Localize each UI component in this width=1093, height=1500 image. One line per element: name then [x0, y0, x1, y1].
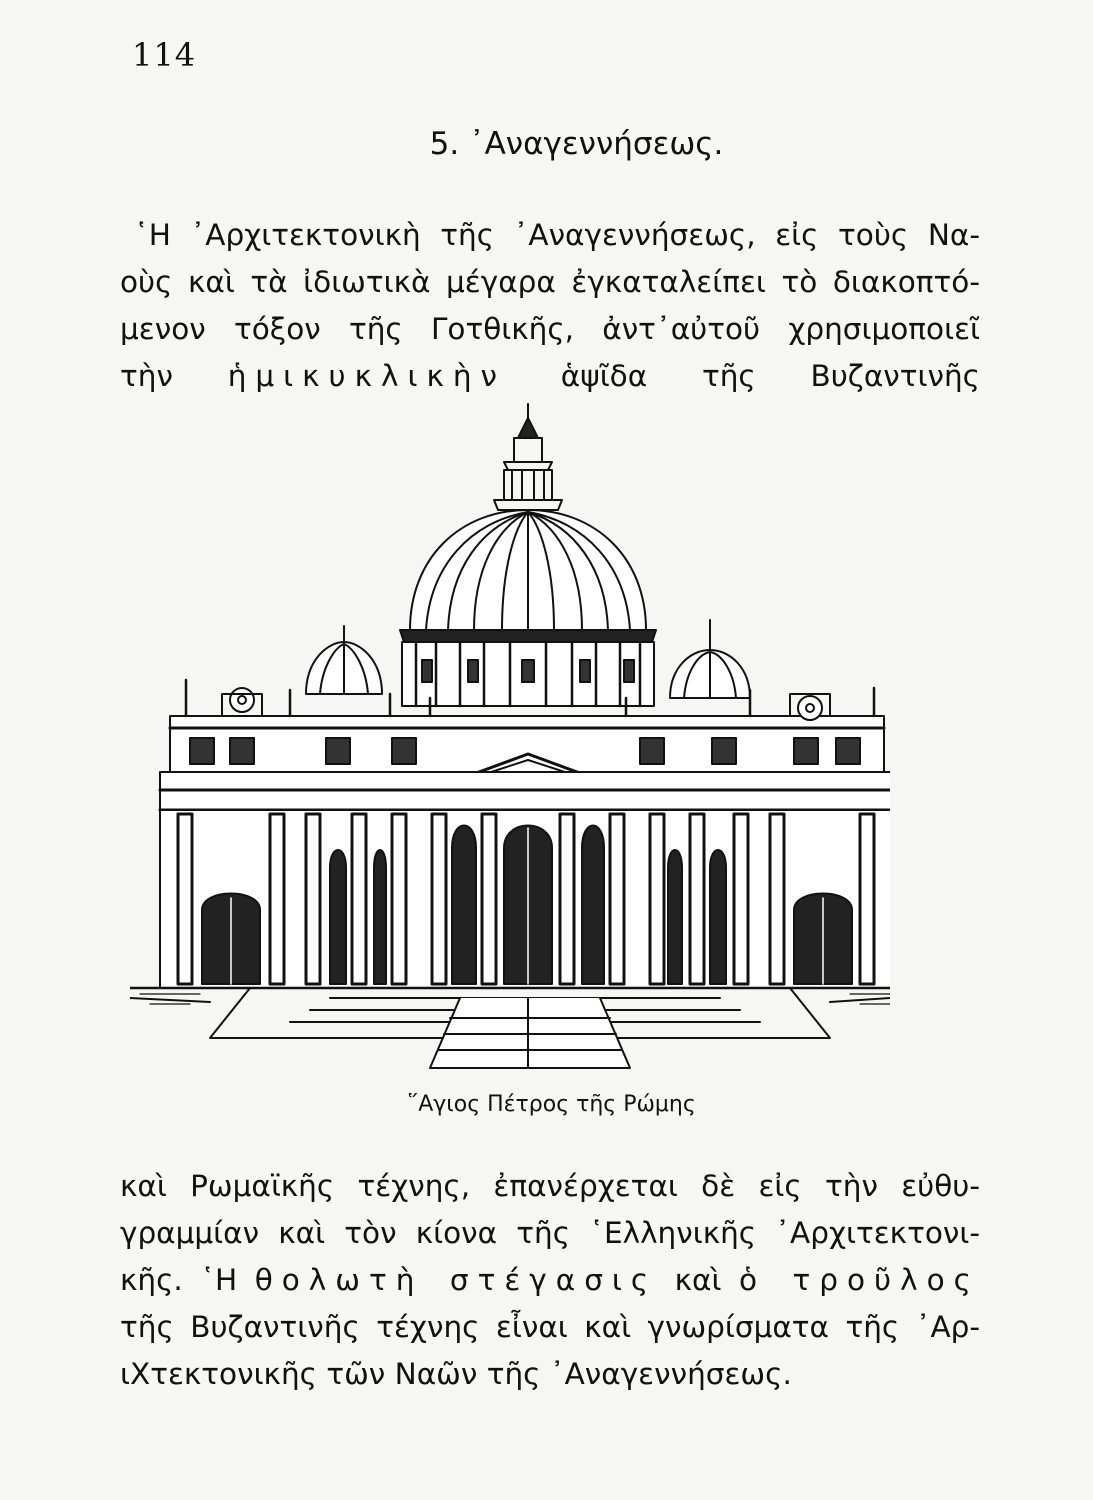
- paragraph-2-line-2: γραμμίαν καὶ τὸν κίονα τῆς ῾Ελληνικῆς ᾿Αρχιτεκτονι-: [120, 1216, 980, 1250]
- paragraph-2-line-3-start: κῆς. ῾Η: [120, 1263, 238, 1297]
- paragraph-2-spaced-phrase-2: ὁ τροῦλος: [738, 1263, 980, 1297]
- paragraph-1-line-4-start: τὴν: [120, 359, 173, 393]
- paragraph-2-line-5: ιΧτεκτονικῆς τῶν Ναῶν τῆς ᾿Αναγεννήσεως.: [120, 1357, 792, 1391]
- paragraph-2-line-3: [120, 1257, 980, 1304]
- paragraph-1-line-4-end: ἁψῖδα τῆς Βυζαντινῆς: [560, 359, 980, 393]
- paragraph-2-line-3-middle: καὶ: [674, 1263, 722, 1297]
- paragraph-1-line-3: μενον τόξον τῆς Γοτθικῆς, ἀντ᾿αὐτοῦ χρησιμοποιεῖ: [120, 312, 980, 346]
- st-peters-basilica-drawing: [130, 398, 890, 1078]
- paragraph-1: [120, 212, 980, 400]
- page-number: 114: [132, 36, 197, 74]
- paragraph-2-line-1: καὶ Ρωμαϊκῆς τέχνης, ἐπανέρχεται δὲ εἰς τὴν εὐθυ-: [120, 1169, 980, 1203]
- paragraph-1-line-2: οὺς καὶ τὰ ἰδιωτικὰ μέγαρα ἐγκαταλείπει τὸ διακοπτό-: [120, 265, 980, 299]
- paragraph-2-line-4: τῆς Βυζαντινῆς τέχνης εἶναι καὶ γνωρίσματα τῆς ᾿Αρ-: [120, 1310, 980, 1344]
- paragraph-2: [120, 1163, 980, 1398]
- illustration-caption: ῞Αγιος Πέτρος τῆς Ρώμης: [407, 1092, 696, 1117]
- paragraph-2-spaced-phrase-1: θολωτὴ στέγασις: [254, 1263, 658, 1297]
- paragraph-1-line-1: ῾Η ᾿Αρχιτεκτονικὴ τῆς ᾿Αναγεννήσεως, εἰς τοὺς Να-: [134, 218, 980, 252]
- paragraph-1-spaced-word: ἡμικυκλικὴν: [227, 359, 507, 393]
- section-title: 5. ᾿Αναγεννήσεως.: [429, 126, 724, 162]
- paragraph-1-line-4: [120, 353, 980, 400]
